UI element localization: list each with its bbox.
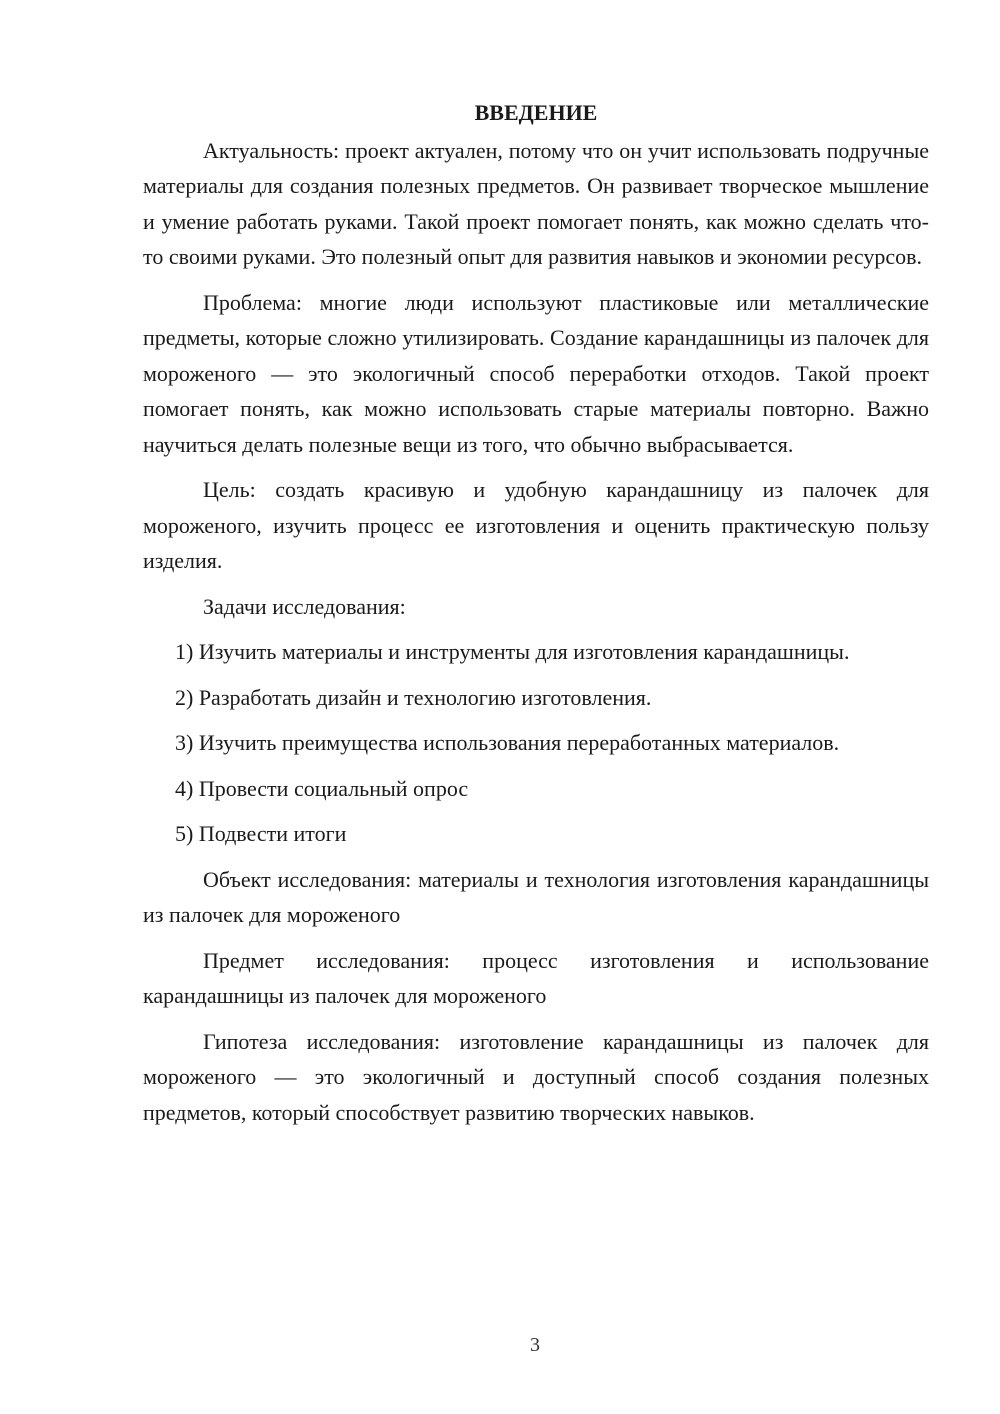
subject-paragraph: Предмет исследования: процесс изготовления и использование карандашницы из палочек для мороженого	[143, 947, 929, 1008]
page-title: ВВЕДЕНИЕ	[474, 100, 598, 125]
page-number: 3	[530, 1334, 540, 1356]
object-paragraph: Объект исследования: материалы и технология изготовления карандашницы из палочек для мороженого	[143, 866, 929, 927]
tasks-heading: Задачи исследования:	[203, 593, 406, 619]
relevance-paragraph: Актуальность: проект актуален, потому что он учит использовать подручные материалы для создания полезных предметов. Он развивает творческое мышление и умение работать руками. Такой проект помогает понять, как можно сделать что-то своими руками. Это полезный опыт для развития навыков и экономии ресурсов.	[143, 137, 929, 269]
goal-paragraph: Цель: создать красивую и удобную карандашницу из палочек для мороженого, изучить процесс ее изготовления и оценить практическую пользу изделия.	[143, 477, 929, 573]
problem-paragraph: Проблема: многие люди используют пластиковые или металлические предметы, которые сложно утилизировать. Создание карандашницы из палочек для мороженого — это экологичный способ переработки отходов. Такой проект помогает понять, как можно использовать старые материалы повторно. Важно научиться делать полезные вещи из того, что обычно выбрасывается.	[143, 289, 929, 457]
task-item-3: 3) Изучить преимущества использования переработанных материалов.	[175, 730, 840, 755]
hypothesis-paragraph: Гипотеза исследования: изготовление карандашницы из палочек для мороженого — это экологичный и доступный способ создания полезных предметов, который способствует развитию творческих навыков.	[143, 1028, 929, 1125]
document-page	[143, 95, 929, 1130]
task-item-4: 4) Провести социальный опрос	[175, 775, 469, 801]
task-item-5: 5) Подвести итоги	[175, 821, 347, 846]
task-item-1: 1) Изучить материалы и инструменты для изготовления карандашницы.	[175, 639, 850, 664]
task-item-2: 2) Разработать дизайн и технологию изготовления.	[175, 684, 652, 710]
